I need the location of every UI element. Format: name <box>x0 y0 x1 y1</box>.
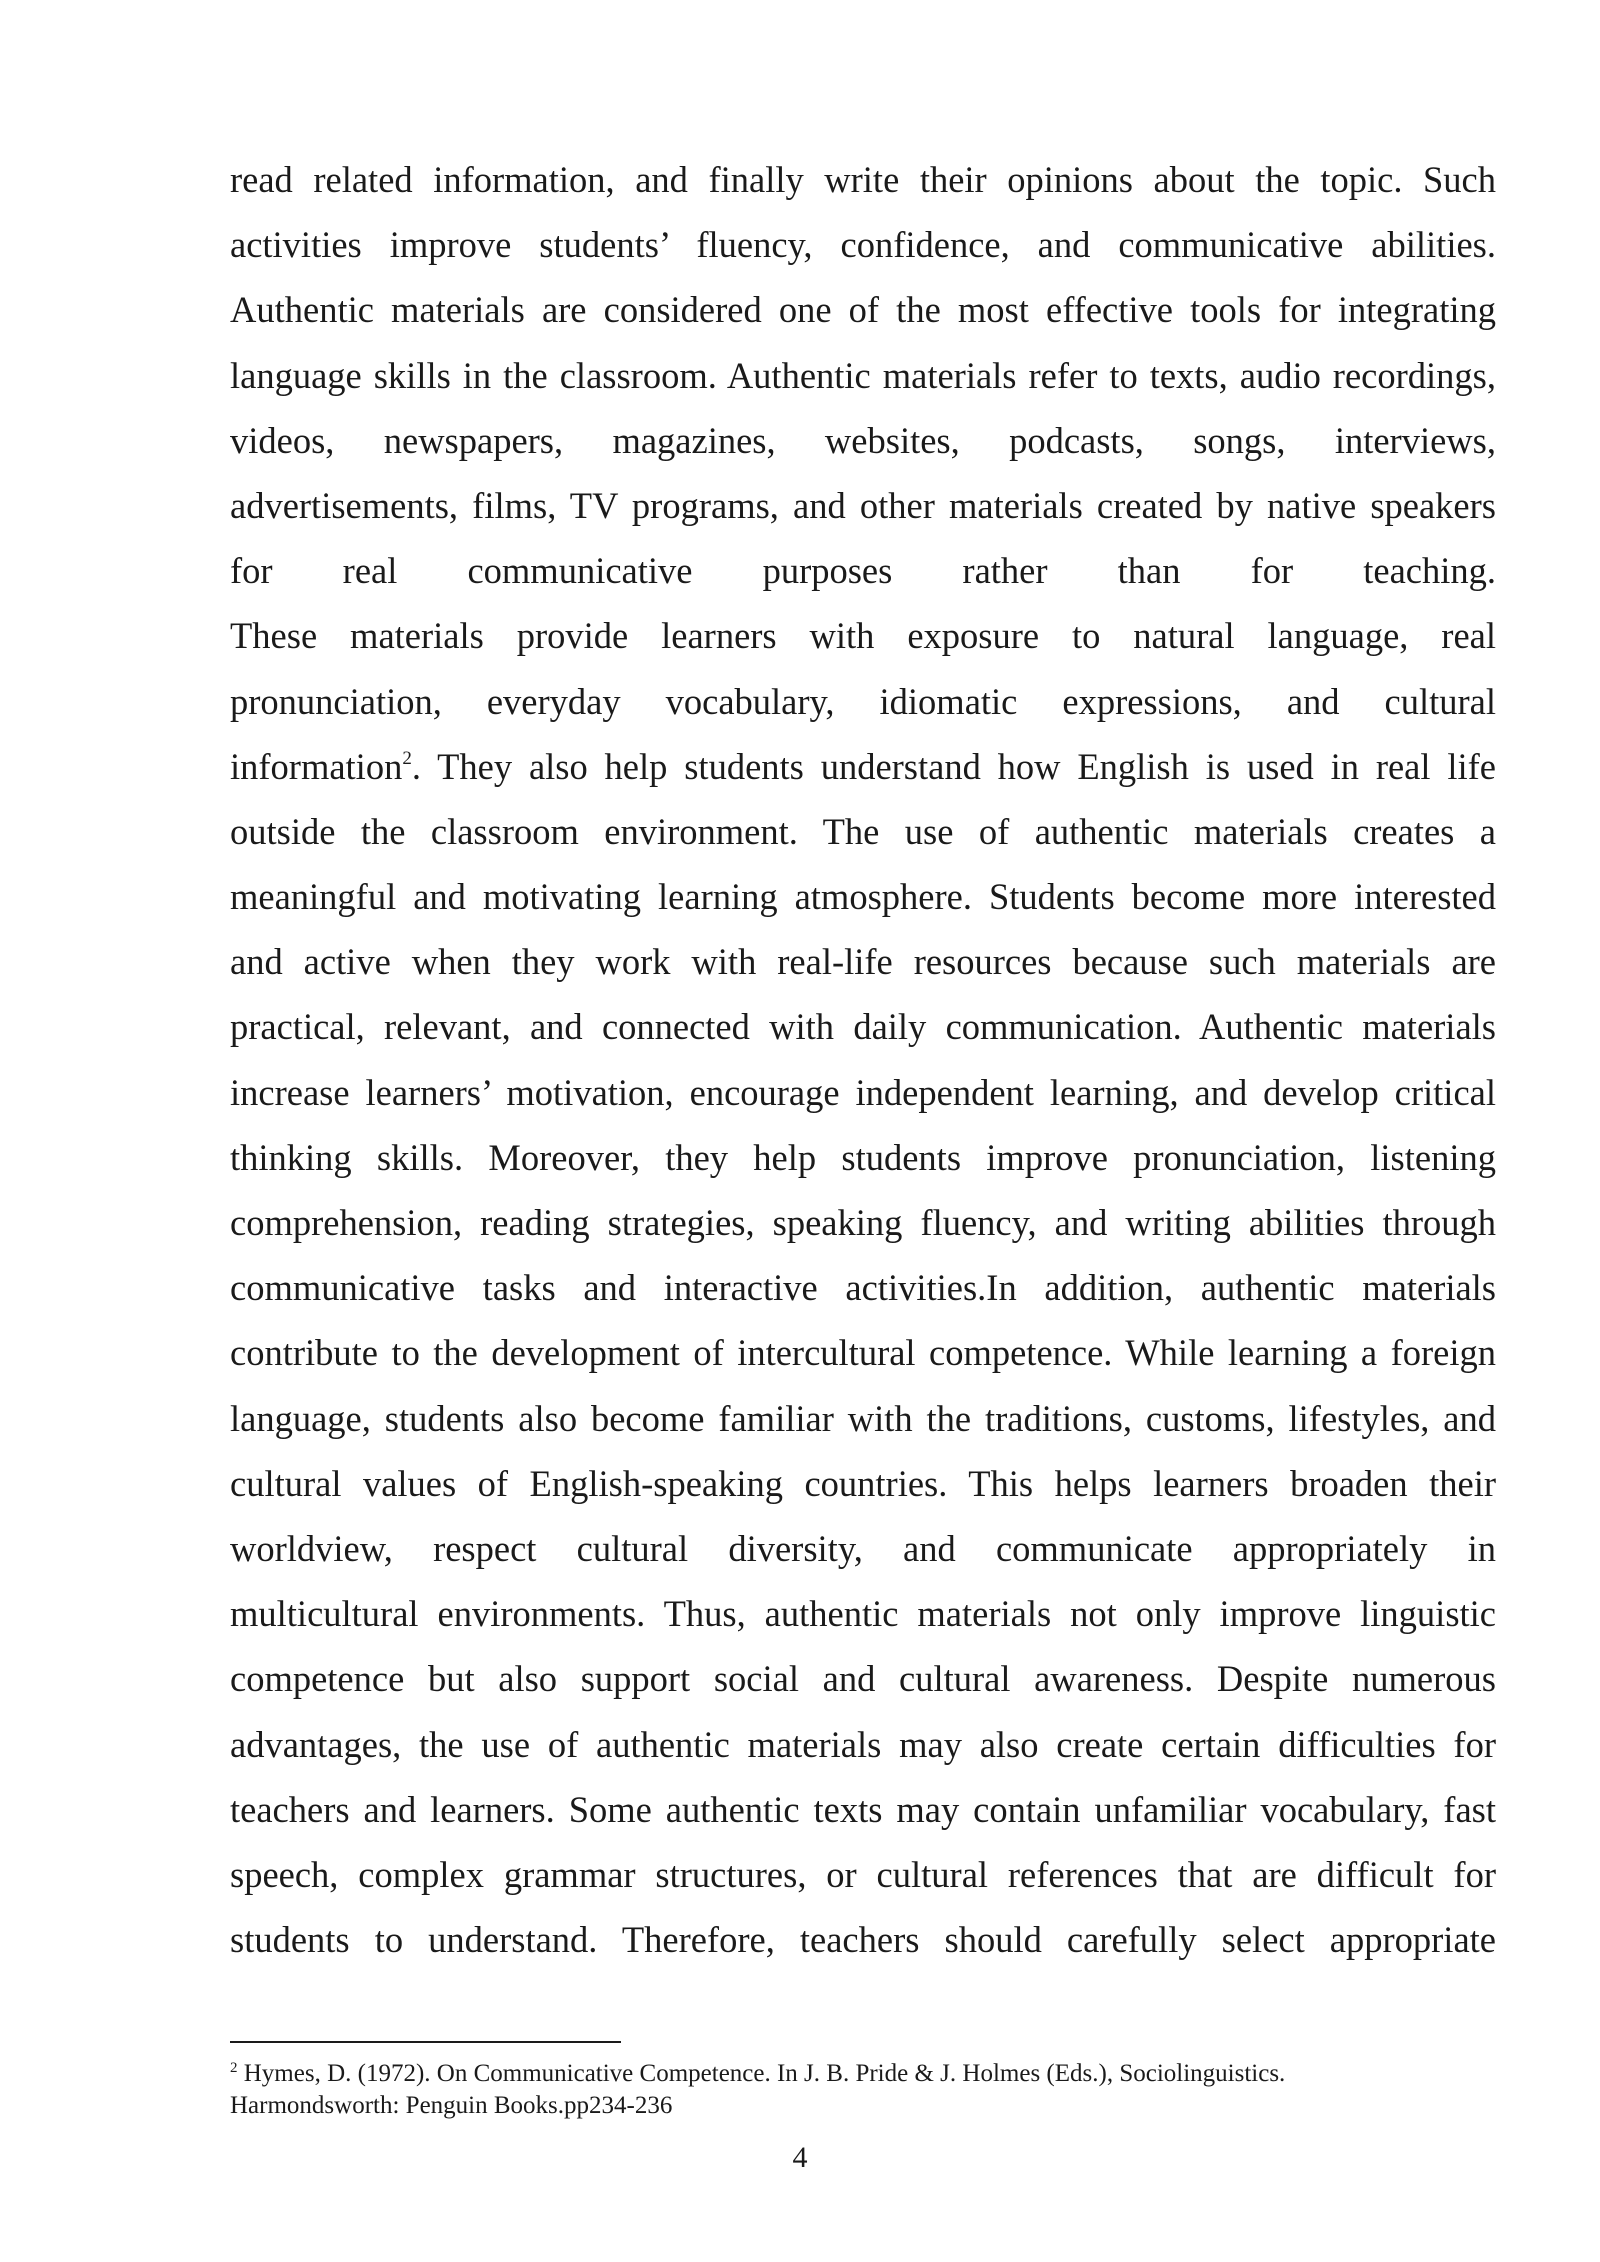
text-line: pronunciation, everyday vocabulary, idiomatic expressions, and cultural <box>230 680 1496 722</box>
text-line: students to understand. Therefore, teachers should carefully select appropriate <box>230 1919 1496 1961</box>
text-line: teachers and learners. Some authentic texts may contain unfamiliar vocabulary, fast <box>230 1788 1496 1830</box>
footnote-line: Harmondsworth: Penguin Books.pp234-236 <box>230 2092 673 2119</box>
text-line: read related information, and finally write their opinions about the topic. Such <box>230 159 1496 200</box>
text-line: contribute to the development of intercultural competence. While learning a foreign <box>230 1332 1496 1374</box>
text-line: for real communicative purposes rather than for teaching. <box>230 550 1496 592</box>
text-line: speech, complex grammar structures, or cultural references that are difficult for <box>230 1853 1496 1895</box>
text-line: outside the classroom environment. The use of authentic materials creates a <box>230 810 1496 852</box>
footnote-text: Hymes, D. (1972). On Communicative Competence. In J. B. Pride & J. Holmes (Eds.), Sociolinguistics. <box>237 2060 1286 2087</box>
footnote <box>230 2058 1496 2122</box>
footnote-line <box>230 2058 1496 2090</box>
text-segment: information <box>230 745 403 787</box>
text-line: practical, relevant, and connected with daily communication. Authentic materials <box>230 1006 1496 1048</box>
page-number: 4 <box>792 2141 808 2174</box>
text-line: language skills in the classroom. Authentic materials refer to texts, audio recordings, <box>230 354 1496 396</box>
body-text <box>230 147 1496 1972</box>
text-line: videos, newspapers, magazines, websites, podcasts, songs, interviews, <box>230 419 1496 461</box>
footnote-reference[interactable]: 2 <box>402 747 412 769</box>
text-line: advantages, the use of authentic materials may also create certain difficulties for <box>230 1723 1496 1765</box>
text-line: cultural values of English-speaking countries. This helps learners broaden their <box>230 1462 1496 1504</box>
text-line: communicative tasks and interactive activities.In addition, authentic materials <box>230 1267 1496 1309</box>
text-line: worldview, respect cultural diversity, and communicate appropriately in <box>230 1527 1496 1569</box>
text-line-with-footnote-ref <box>230 734 1496 799</box>
text-line: and active when they work with real-life resources because such materials are <box>230 941 1496 983</box>
text-line: multicultural environments. Thus, authentic materials not only improve linguistic <box>230 1593 1496 1635</box>
text-line: language, students also become familiar with the traditions, customs, lifestyles, and <box>230 1397 1496 1439</box>
text-line: thinking skills. Moreover, they help students improve pronunciation, listening <box>230 1136 1496 1178</box>
text-line: meaningful and motivating learning atmosphere. Students become more interested <box>230 876 1496 918</box>
text-line: Authentic materials are considered one of the most effective tools for integrating <box>230 289 1496 331</box>
text-line: These materials provide learners with exposure to natural language, real <box>230 615 1496 657</box>
footnote-separator <box>230 2041 621 2043</box>
footnote-marker: 2 <box>230 2060 238 2076</box>
text-line: advertisements, films, TV programs, and other materials created by native speakers <box>230 484 1496 526</box>
text-line: activities improve students’ fluency, confidence, and communicative abilities. <box>230 224 1496 266</box>
text-line: competence but also support social and cultural awareness. Despite numerous <box>230 1658 1496 1700</box>
text-line: increase learners’ motivation, encourage independent learning, and develop critical <box>230 1071 1496 1113</box>
text-line: comprehension, reading strategies, speaking fluency, and writing abilities through <box>230 1202 1496 1243</box>
text-segment: . They also help students understand how English is used in real life <box>411 745 1496 787</box>
